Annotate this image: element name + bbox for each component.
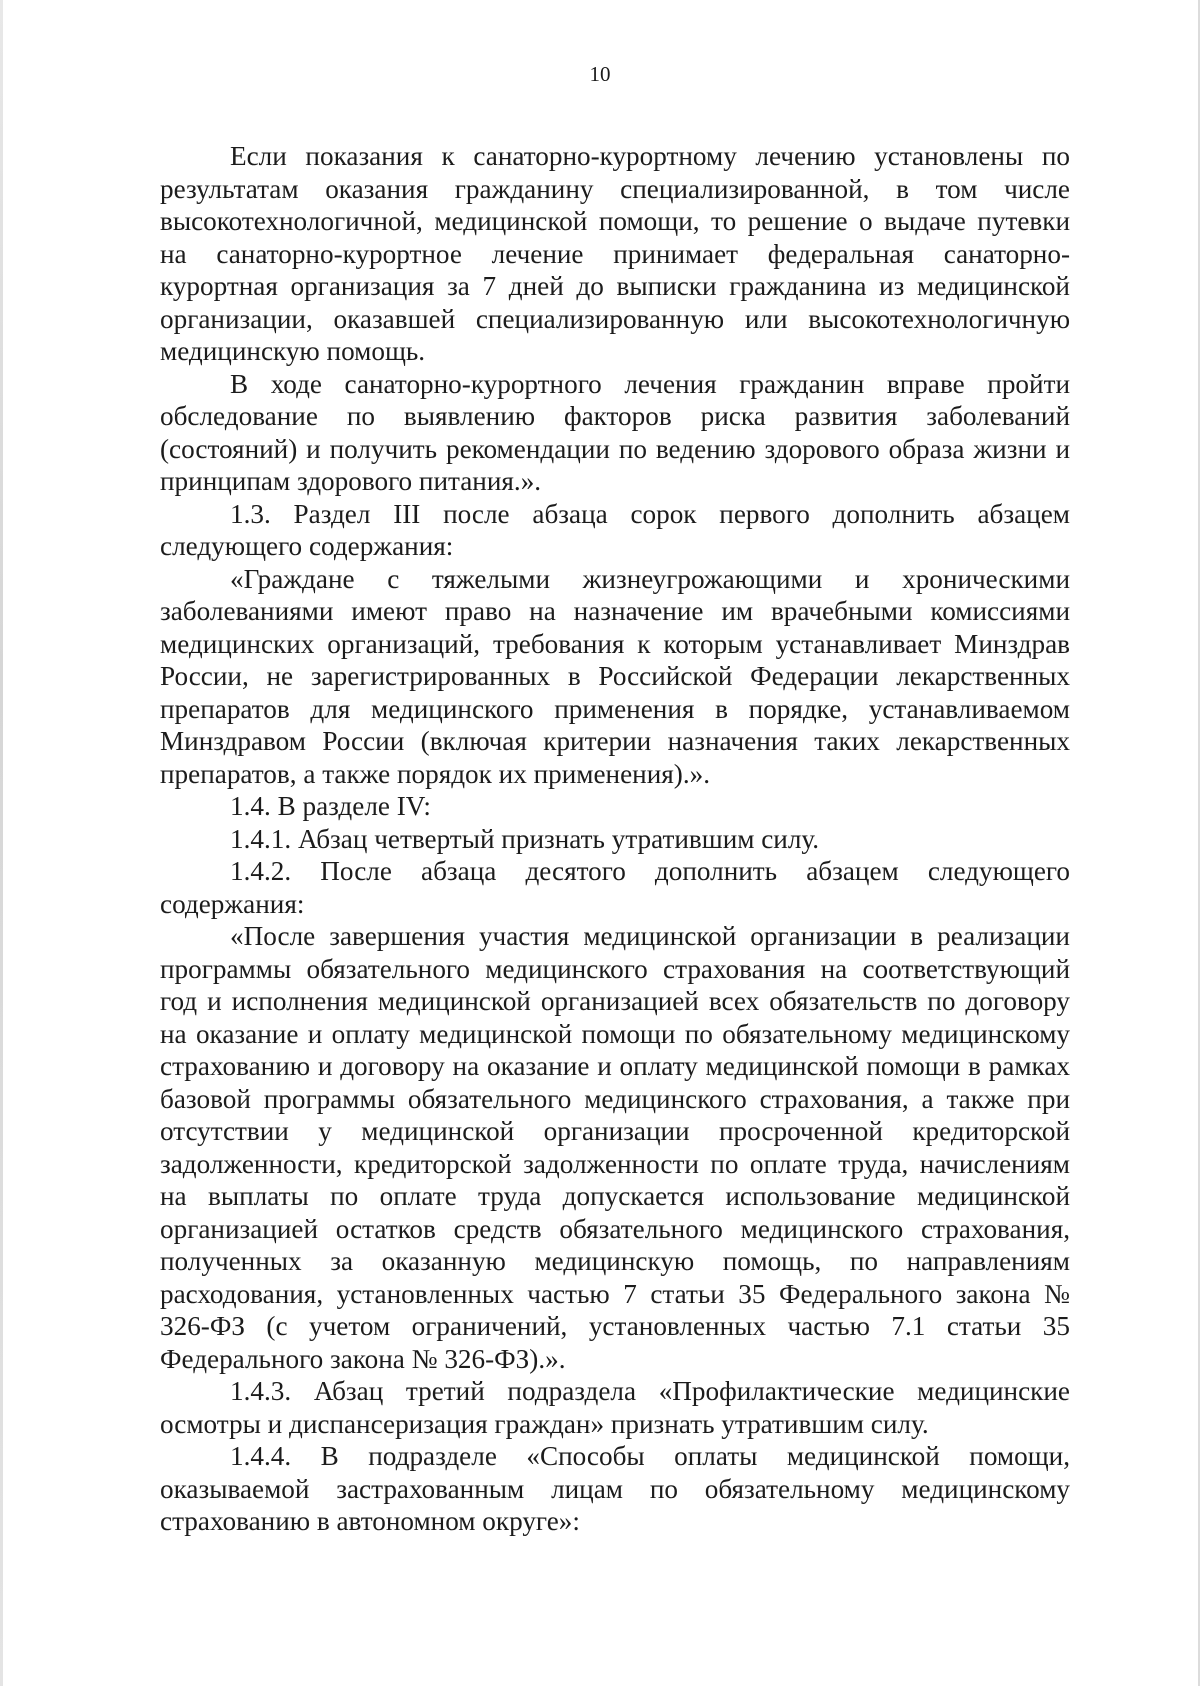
paragraph-1-4: 1.4. В разделе IV: [230,791,431,821]
paragraph-sanatorium-indications: Если показания к санаторно-курортному лечению установлены по результатам оказания гражданину специализированной, в том числе высокотехнологичной, медицинской помощи, то решение о выдаче путевки на санаторно-курортное лечение принимает федеральная санаторно-курортная организация за 7 дней до выписки гражданина из медицинской организации, оказавшей специализированную или высокотехнологичную медицинскую помощь. [160,141,1070,366]
scan-edge-left [0,0,3,1686]
paragraph-1-4-2: 1.4.2. После абзаца десятого дополнить абзацем следующего содержания: [160,856,1070,919]
paragraph-sanatorium-examination: В ходе санаторно-курортного лечения гражданин вправе пройти обследование по выявлению факторов риска развития заболеваний (состояний) и получить рекомендации по ведению здорового образа жизни и принципам здорового питания.». [160,368,1070,496]
document-body [160,140,1070,1538]
paragraph-1-4-1: 1.4.1. Абзац четвертый признать утратившим силу. [230,823,820,854]
paragraph-1-4-4: 1.4.4. В подразделе «Способы оплаты медицинской помощи, оказываемой застрахованным лицам по обязательному медицинскому страхованию в автономном округе»: [160,1441,1070,1536]
paragraph-quote-oms-remainders: «После завершения участия медицинской организации в реализации программы обязательного медицинского страхования на соответствующий год и исполнения медицинской организацией всех обязательств по договору на оказание и оплату медицинской помощи по обязательному медицинскому страхованию и договору на оказание и оплату медицинской помощи в рамках базовой программы обязательного медицинского страхования, а также при отсутствии у медицинской организации просроченной кредиторской задолженности, кредиторской задолженности по оплате труда, начислениям на выплаты по оплате труда допускается использование медицинской организацией остатков средств обязательного медицинского страхования, полученных за оказанную медицинскую помощь, по направлениям расходования, установленных частью 7 статьи 35 Федерального закона № 326-ФЗ (с учетом ограничений, установленных частью 7.1 статьи 35 Федерального закона № 326-ФЗ).». [160,921,1070,1374]
paragraph-quote-unregistered-drugs: «Граждане с тяжелыми жизнеугрожающими и хроническими заболеваниями имеют право на назначение им врачебными комиссиями медицинских организаций, требования к которым устанавливает Минздрав России, не зарегистрированных в Российской Федерации лекарственных препаратов для медицинского применения в порядке, устанавливаемом Минздравом России (включая критерии назначения таких лекарственных препаратов, а также порядок их применения).». [160,563,1070,789]
paragraph-1-3: 1.3. Раздел III после абзаца сорок первого дополнить абзацем следующего содержания: [160,498,1070,561]
paragraph-1-4-3: 1.4.3. Абзац третий подраздела «Профилактические медицинские осмотры и диспансеризация граждан» признать утратившим силу. [160,1376,1070,1439]
page-number: 10 [589,62,611,86]
